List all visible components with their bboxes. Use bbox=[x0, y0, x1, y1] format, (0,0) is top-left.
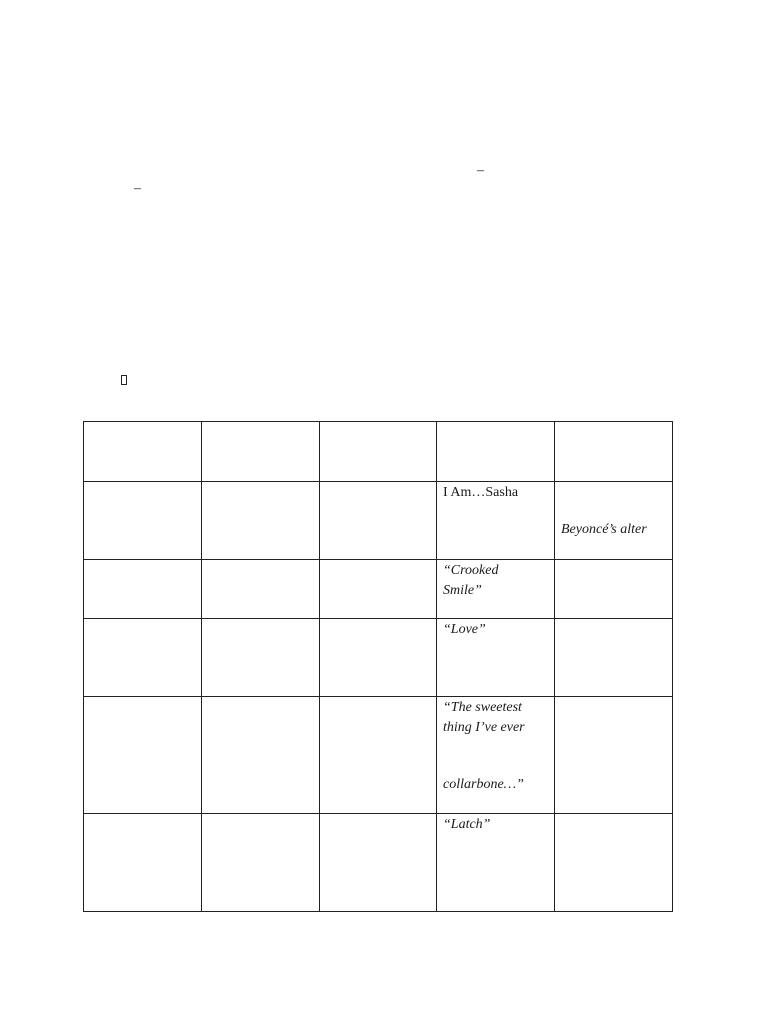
cell-text: “Latch” bbox=[443, 817, 491, 832]
table-row bbox=[84, 422, 673, 482]
cell-text: “The sweetest thing I’ve ever bbox=[443, 700, 525, 735]
table-cell bbox=[320, 422, 437, 482]
table-row bbox=[84, 814, 673, 912]
table-cell bbox=[555, 814, 673, 912]
table-cell bbox=[320, 482, 437, 560]
table-cell bbox=[437, 422, 555, 482]
table-cell bbox=[555, 422, 673, 482]
table-cell bbox=[202, 422, 320, 482]
dash-mark: – bbox=[134, 181, 141, 196]
table-cell bbox=[320, 814, 437, 912]
table-cell bbox=[437, 619, 555, 697]
table-cell bbox=[437, 697, 555, 814]
table-cell bbox=[320, 560, 437, 619]
table-cell bbox=[202, 697, 320, 814]
table-cell bbox=[202, 482, 320, 560]
table-cell bbox=[555, 619, 673, 697]
table-row bbox=[84, 482, 673, 560]
table-cell bbox=[555, 697, 673, 814]
cell-text: “Crooked Smile” bbox=[443, 563, 499, 598]
table-cell bbox=[555, 560, 673, 619]
table-cell bbox=[84, 482, 202, 560]
table-cell bbox=[555, 482, 673, 560]
table-row bbox=[84, 619, 673, 697]
table-cell bbox=[202, 814, 320, 912]
table-cell bbox=[320, 619, 437, 697]
cell-text: collarbone…” bbox=[443, 777, 524, 792]
cell-text: “Love” bbox=[443, 622, 486, 637]
table-row bbox=[84, 697, 673, 814]
data-table bbox=[83, 421, 673, 912]
cell-text: Beyoncé’s alter bbox=[561, 522, 647, 537]
table-cell bbox=[320, 697, 437, 814]
table-cell bbox=[437, 560, 555, 619]
table-cell bbox=[437, 814, 555, 912]
table-cell bbox=[84, 619, 202, 697]
missing-glyph-icon bbox=[121, 375, 127, 385]
table-cell bbox=[202, 560, 320, 619]
table-cell bbox=[202, 619, 320, 697]
dash-mark: – bbox=[477, 163, 484, 178]
table-cell bbox=[84, 697, 202, 814]
table-cell bbox=[84, 560, 202, 619]
table-cell bbox=[437, 482, 555, 560]
table-cell bbox=[84, 814, 202, 912]
cell-text: I Am…Sasha bbox=[443, 485, 519, 500]
table-cell bbox=[84, 422, 202, 482]
table-row bbox=[84, 560, 673, 619]
